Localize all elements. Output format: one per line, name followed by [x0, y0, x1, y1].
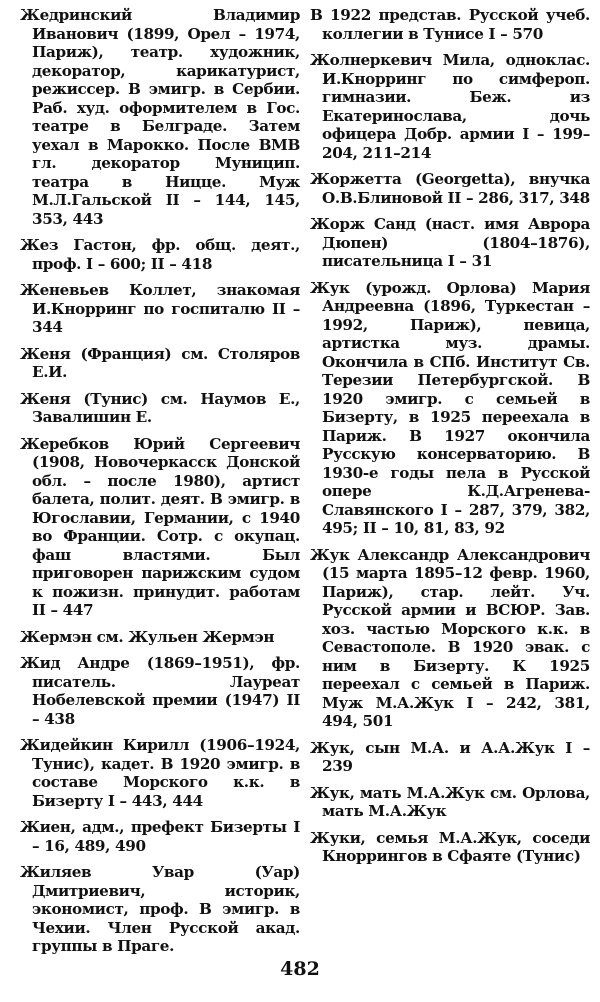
index-entry: Жеребков Юрий Сергеевич (1908, Новочеркасск Донской обл. – после 1980), артист балета, полит. деят. В эмигр. в Югославии, Германии, с 1940 во Франции. Сотр. с окупац. фаш властями. Был приговорен парижским судом к пожизн. принудит. работам II – 447 — [20, 434, 300, 619]
index-entry: Жермэн см. Жульен Жермэн — [20, 627, 275, 646]
index-entry: Жук, сын М.А. и А.А.Жук I – 239 — [310, 738, 590, 775]
index-entry: Женевьев Коллет, знакомая И.Кнорринг по госпиталю II – 344 — [20, 281, 300, 336]
index-entry: В 1922 представ. Русской учеб. коллегии в Тунисе I – 570 — [310, 6, 590, 43]
index-entry: Жорж Санд (наст. имя Аврора Дюпен) (1804–1876), писательница I – 31 — [310, 215, 590, 270]
index-entry: Жидейкин Кирилл (1906–1924, Тунис), кадет. В 1920 эмигр. в составе Морского к.к. в Бизерту I – 443, 444 — [20, 736, 300, 810]
index-entry: Жиен, адм., префект Бизерты I – 16, 489, 490 — [20, 818, 300, 855]
index-entry: Жук Александр Александрович (15 марта 1895–12 февр. 1960, Париж), стар. лейт. Уч. Русской армии и ВСЮР. Зав. хоз. частью Морского к.к. в Севастополе. В 1920 эвак. с ним в Бизерту. К 1925 переехал с семьей в Париж. Муж М.А.Жук I – 242, 381, 494, 501 — [310, 545, 590, 730]
left-column — [20, 6, 300, 964]
right-column — [310, 6, 590, 874]
index-entry: Жез Гастон, фр. общ. деят., проф. I – 600; II – 418 — [20, 236, 300, 273]
index-entry: Жолнеркевич Мила, одноклас. И.Кнорринг по симфероп. гимназии. Беж. из Екатеринослава, дочь офицера Добр. армии I – 199–204, 211–214 — [310, 51, 590, 162]
index-entry: Жедринский Владимир Иванович (1899, Орел – 1974, Париж), театр. художник, декоратор, карикатурист, режиссер. В эмигр. в Сербии. Раб. худ. оформителем в Гос. театре в Белграде. Затем уехал в Марокко. После ВМВ гл. декоратор Муницип. театра в Ницце. Муж М.Л.Гальской II – 144, 145, 353, 443 — [20, 6, 300, 228]
index-entry: Жуки, семья М.А.Жук, соседи Кноррингов в Сфаяте (Тунис) — [310, 828, 590, 865]
index-entry: Жид Андре (1869–1951), фр. писатель. Лауреат Нобелевской премии (1947) II – 438 — [20, 654, 300, 728]
index-entry: Женя (Тунис) см. Наумов Е., Завалишин Е. — [20, 389, 300, 426]
page-number: 482 — [280, 958, 320, 980]
index-entry: Женя (Франция) см. Столяров Е.И. — [20, 344, 300, 381]
index-entry: Жук (урожд. Орлова) Мария Андреевна (1896, Туркестан – 1992, Париж), певица, артистка муз. драмы. Окончила в СПб. Институт Св. Терезии Петербургской. В 1920 эмигр. с семьей в Бизерту, в 1925 переехала в Париж. В 1927 окончила Русскую консерваторию. В 1930-е годы пела в Русской опере К.Д.Агренева-Славянского I – 287, 379, 382, 495; II – 10, 81, 83, 92 — [310, 278, 590, 537]
index-entry: Жоржетта (Georgetta), внучка О.В.Блиновой II – 286, 317, 348 — [310, 170, 590, 207]
index-entry: Жук, мать М.А.Жук см. Орлова, мать М.А.Жук — [310, 783, 590, 820]
index-entry: Жиляев Увар (Уар) Дмитриевич, историк, экономист, проф. В эмигр. в Чехии. Член Русской акад. группы в Праге. — [20, 863, 300, 955]
